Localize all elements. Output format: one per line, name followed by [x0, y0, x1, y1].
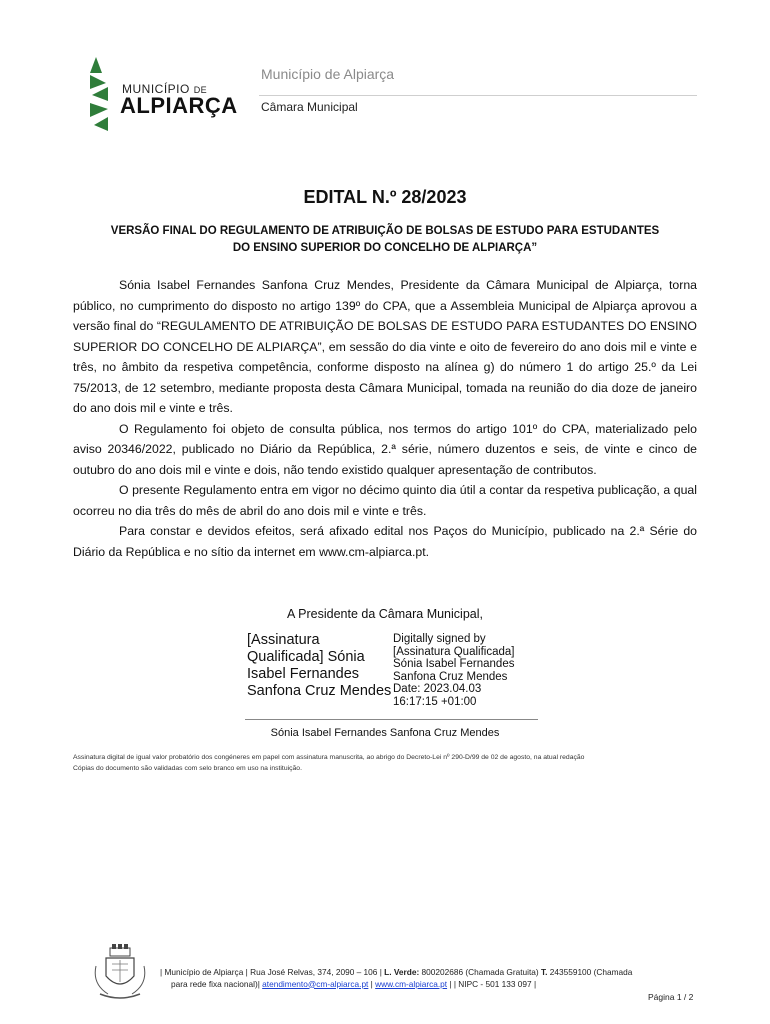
document-title: EDITAL N.º 28/2023 [303, 187, 467, 207]
signature-detail-line: Digitally signed by [393, 633, 486, 645]
body-paragraph: Sónia Isabel Fernandes Sanfona Cruz Mendes, Presidente da Câmara Municipal de Alpiarça, torna público, no cumprimento do disposto no artigo 139º do CPA, que a Assembleia Municipal de Alpiarça aprovou a versão final do “REGULAMENTO DE ATRIBUIÇÃO DE BOLSAS DE ESTUDO PARA ESTUDANTES DO ENSINO SUPERIOR DO CONCELHO DE ALPIARÇA”, em sessão do dia vinte e oito de fevereiro do ano dois mil e vinte e três, no âmbito da respetiva competência, conforme disposto na alínea g) do número 1 do artigo 25.º da Lei 75/2013, de 12 setembro, mediante proposta desta Câmara Municipal, tomada na reunião do dia doze de janeiro do ano dois mil e vinte e três. [73, 278, 697, 415]
signature-detail-line: [Assinatura Qualificada] [393, 645, 515, 658]
legal-note [73, 753, 713, 774]
signature-details [393, 633, 553, 708]
closing-text: A Presidente da Câmara Municipal, [287, 607, 483, 621]
logo-mark-icon [86, 55, 118, 133]
logo-text-municipio: MUNICÍPIO DE [122, 82, 208, 96]
signature-detail-line: Sónia Isabel Fernandes [393, 658, 515, 670]
body-paragraph: O Regulamento foi objeto de consulta pública, nos termos do artigo 101º do CPA, materializado pelo aviso 20346/2022, publicado no Diário da República, 2.ª série, número duzentos e seis, de vinte e cinco de outubro do ano dois mil e vinte e dois, não tendo existido qualquer apresentação de contributos. [73, 421, 697, 477]
header-divider [259, 95, 697, 96]
footer-line-2: para rede fixa nacional)| atendimento@cm-alpiarca.pt | www.cm-alpiarca.pt | | NIPC - 501 133 097 | [171, 978, 537, 989]
document-body [73, 275, 697, 562]
subtitle-line-1: VERSÃO FINAL DO REGULAMENTO DE ATRIBUIÇÃO DE BOLSAS DE ESTUDO PARA ESTUDANTES [110, 225, 660, 237]
signature-detail-line: 16:17:15 +01:00 [393, 695, 477, 708]
header-org-name: Município de Alpiarça [261, 66, 395, 82]
signature-detail-line: Sanfona Cruz Mendes [393, 670, 508, 683]
body-paragraph: Para constar e devidos efeitos, será afixado edital nos Paços do Município, publicado na 2.ª Série do Diário da República e no sítio da internet em www.cm-alpiarca.pt. [73, 524, 697, 559]
municipality-logo [86, 55, 246, 135]
body-paragraph: O presente Regulamento entra em vigor no décimo quinto dia útil a contar da respetiva publicação, a qual ocorreu no dia três do mês de abril do ano dois mil e vinte e três. [73, 483, 697, 518]
logo-text-alpiarca: ALPIARÇA [120, 93, 238, 118]
signature-name-block: [Assinatura Qualificada] Sónia Isabel Fernandes Sanfona Cruz Mendes [247, 632, 392, 699]
footer-email-link[interactable]: atendimento@cm-alpiarca.pt [262, 978, 369, 989]
signature-line [245, 719, 538, 720]
document-subtitle [70, 223, 700, 257]
coat-of-arms-icon [90, 944, 150, 1004]
subtitle-line-2: DO ENSINO SUPERIOR DO CONCELHO DE ALPIARÇA” [232, 242, 538, 254]
page-number: Página 1 / 2 [648, 992, 694, 1002]
footer-website-link[interactable]: www.cm-alpiarca.pt [375, 978, 448, 989]
signatory-name: Sónia Isabel Fernandes Sanfona Cruz Mendes [270, 727, 500, 739]
legal-note-line: Assinatura digital de igual valor probatório dos congéneres em papel com assinatura manuscrita, ao abrigo do Decreto-Lei nº 290-D/99 de 02 de agosto, na atual redação [73, 754, 585, 761]
footer-contact [160, 967, 700, 990]
footer-line-1: | Município de Alpiarça | Rua José Relvas, 374, 2090 – 106 | L. Verde: 800202686 (Chamada Gratuita) T. 243559100 (Chamada [160, 967, 633, 977]
legal-note-line: Cópias do documento são validadas com selo branco em uso na instituição. [73, 764, 302, 772]
header-org-sub: Câmara Municipal [261, 100, 358, 114]
signature-detail-line: Date: 2023.04.03 [393, 683, 482, 695]
